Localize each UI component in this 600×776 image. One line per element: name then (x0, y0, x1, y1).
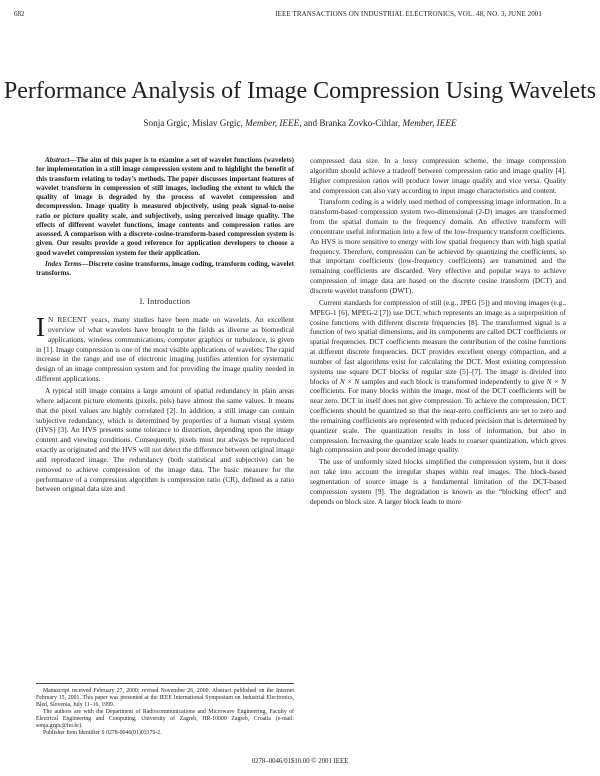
left-column (36, 156, 294, 494)
abstract (36, 156, 294, 258)
paper-title: Performance Analysis of Image Compression Using Wavelets (3, 78, 597, 105)
abstract-label: Abstract— (45, 156, 77, 164)
section-heading: I. Introduction (139, 297, 191, 307)
index-terms-text: Discrete cosine transforms, image coding, transform coding, wavelet transforms. (36, 259, 294, 277)
intro-first-words: N RECENT years, (48, 315, 110, 325)
footnote-pii: Publisher Item Identifier S 0278-0046(01)03379-2. (43, 730, 162, 737)
footnote-received: Manuscript received February 27, 2000; revised November 26, 2000. Abstract published on the Internet February 15, 2001. This paper was presented at the IEEE International Symposium on Industrial Electronics, Bled, Slovenia, July 11–16, 1999. (36, 688, 294, 709)
author-role-1: Member, IEEE, (245, 118, 302, 128)
right-paragraph-3 (310, 298, 566, 456)
page-number: 682 (14, 10, 25, 18)
index-terms (36, 260, 294, 279)
right-paragraph-3c: coefficients. For many blocks within the image, most of the DCT coefficients will be near zero. DCT in itself does not give compression. To achieve the compression, DCT coefficients should be quantized so that the near-zero coefficients are set to zero and the remaining coefficients are represented with reduced precision that is determined by quantizer scale. The quantization results in loss of information, but also in compression. Increasing the quantizer scale leads to coarser quantization, which gives high compression and poor decoded image quality. (310, 386, 566, 455)
right-column (310, 156, 566, 507)
intro-paragraph-1-text: many studies have been made on wavelets. An excellent overview of what wavelets have brought to the fields as diverse as biomedical applications, wireless communications, computer graphics or turbulence, is given in [1]. Image compression is one of the most visible applications of wavelets. The rapid increase in the range and use of electronic imaging justifies attention for systematic design of an image compression system and for providing the image quality needed in different applications. (36, 315, 295, 384)
footnote (36, 683, 294, 737)
block-size-math-1: N × N (339, 376, 360, 386)
author-names-2: and Branka Zovko-Cihlar, (303, 118, 401, 128)
author-line (0, 118, 600, 128)
right-paragraph-3b: samples and each block is transformed independently to give (359, 376, 547, 386)
right-paragraph-2: Transform coding is a widely used method of compressing image information. In a transform-based compression system two-dimensional (2-D) images are transformed from the spatial domain to the frequency domain. An effective transform will concentrate useful information into a few of the low-frequency transform coefficients. An HVS is more sensitive to energy with low spatial frequency than with high spatial frequency. Therefore, compression can be achieved by quantizing the coefficients, so that important coefficients (low-frequency coefficients) are transmitted and the remaining coefficients are discarded. Very effective and popular ways to achieve compression of image data are based on the discrete cosine transform (DCT) and discrete wavelet transform (DWT). (310, 197, 566, 295)
block-size-math-2: N × N (546, 376, 566, 386)
intro-paragraph-2: A typical still image contains a large amount of spatial redundancy in plain areas where adjacent picture elements (pixels, pels) have almost the same values. It means that the pixel values are highly correlated [2]. In addition, a still image can contain subjective redundancy, which is determined by properties of a human visual system (HVS) [3]. An HVS presents some tolerance to distortion, depending upon the image content and viewing conditions. Consequently, pixels must not always be reproduced exactly as originated and the HVS will not detect the difference between original image and reproduced image. The redundancy (both statistical and subjective) can be removed to achieve compression of the image data. The basic measure for the performance of a compression algorithm is compression ratio (CR), defined as a ratio between original data size and (36, 386, 294, 494)
abstract-text: The aim of this paper is to examine a set of wavelet functions (wavelets) for implementation in a still image compression system and to highlight the benefit of this transform relating to today’s methods. The paper discusses important features of wavelet transform in compression of still images, including the extent to which the quality of image is degraded by the process of wavelet compression and decompression. Image quality is measured objectively, using peak signal-to-noise ratio or picture quality scale, and subjectively, using perceived image quality. The effects of different wavelet functions, image contents and compression ratios are assessed. A comparison with a discrete-cosine-transform-based compression system is given. Our results provide a good reference for application developers to choose a good wavelet compression system for their application. (36, 156, 294, 257)
right-paragraph-3a: Current standards for compression of still (e.g., JPEG [5]) and moving images (e.g., MPEG-1 [6], MPEG-2 [7]) use DCT, which represents an image as a superposition of cosine functions with different discrete frequencies [8]. The transformed signal is a function of two spatial dimensions, and its components are called DCT coefficients or spatial frequencies. DCT coefficients measure the contribution of the cosine functions at different discrete frequencies. DCT provides excellent energy compaction, and a number of fast algorithms exist for calculating the DCT. Most existing compression systems use square DCT blocks of regular size [5]–[7]. The image is divided into blocks of (310, 297, 566, 386)
right-paragraph-4: The use of uniformly sized blocks simplified the compression system, but it does not take into account the irregular shapes within real images. The block-based segmentation of source image is a fundamental limitation of the DCT-based compression system [9]. The degradation is known as the “blocking effect” and depends on block size. A larger block leads to more (310, 457, 566, 506)
intro-paragraph-1 (36, 312, 295, 384)
drop-cap: I (36, 312, 45, 343)
journal-header: IEEE TRANSACTIONS ON INDUSTRIAL ELECTRONICS, VOL. 48, NO. 3, JUNE 2001 (275, 10, 542, 18)
index-terms-label: Index Terms— (45, 259, 89, 268)
footnote-affiliation: The authors are with the Department of Radiocommunications and Microwave Engineering, Faculty of Electrical Engineering and Computing, University of Zagreb, HR-10000 Zagreb, Croatia (e-mail: sonja.grgic@fer.hr). (36, 709, 294, 730)
author-role-2: Member, IEEE (402, 118, 457, 128)
right-paragraph-1: compressed data size. In a lossy compression scheme, the image compression algorithm should achieve a tradeoff between compression ratio and image quality [4]. Higher compression ratios will produce lower image quality and vice versa. Quality and compression can also vary according to input image characteristics and content. (310, 156, 566, 195)
author-names-1: Sonja Grgic, Mislav Grgic, (143, 118, 243, 128)
copyright-line: 0278–0046/01$10.00 © 2001 IEEE (251, 758, 349, 765)
